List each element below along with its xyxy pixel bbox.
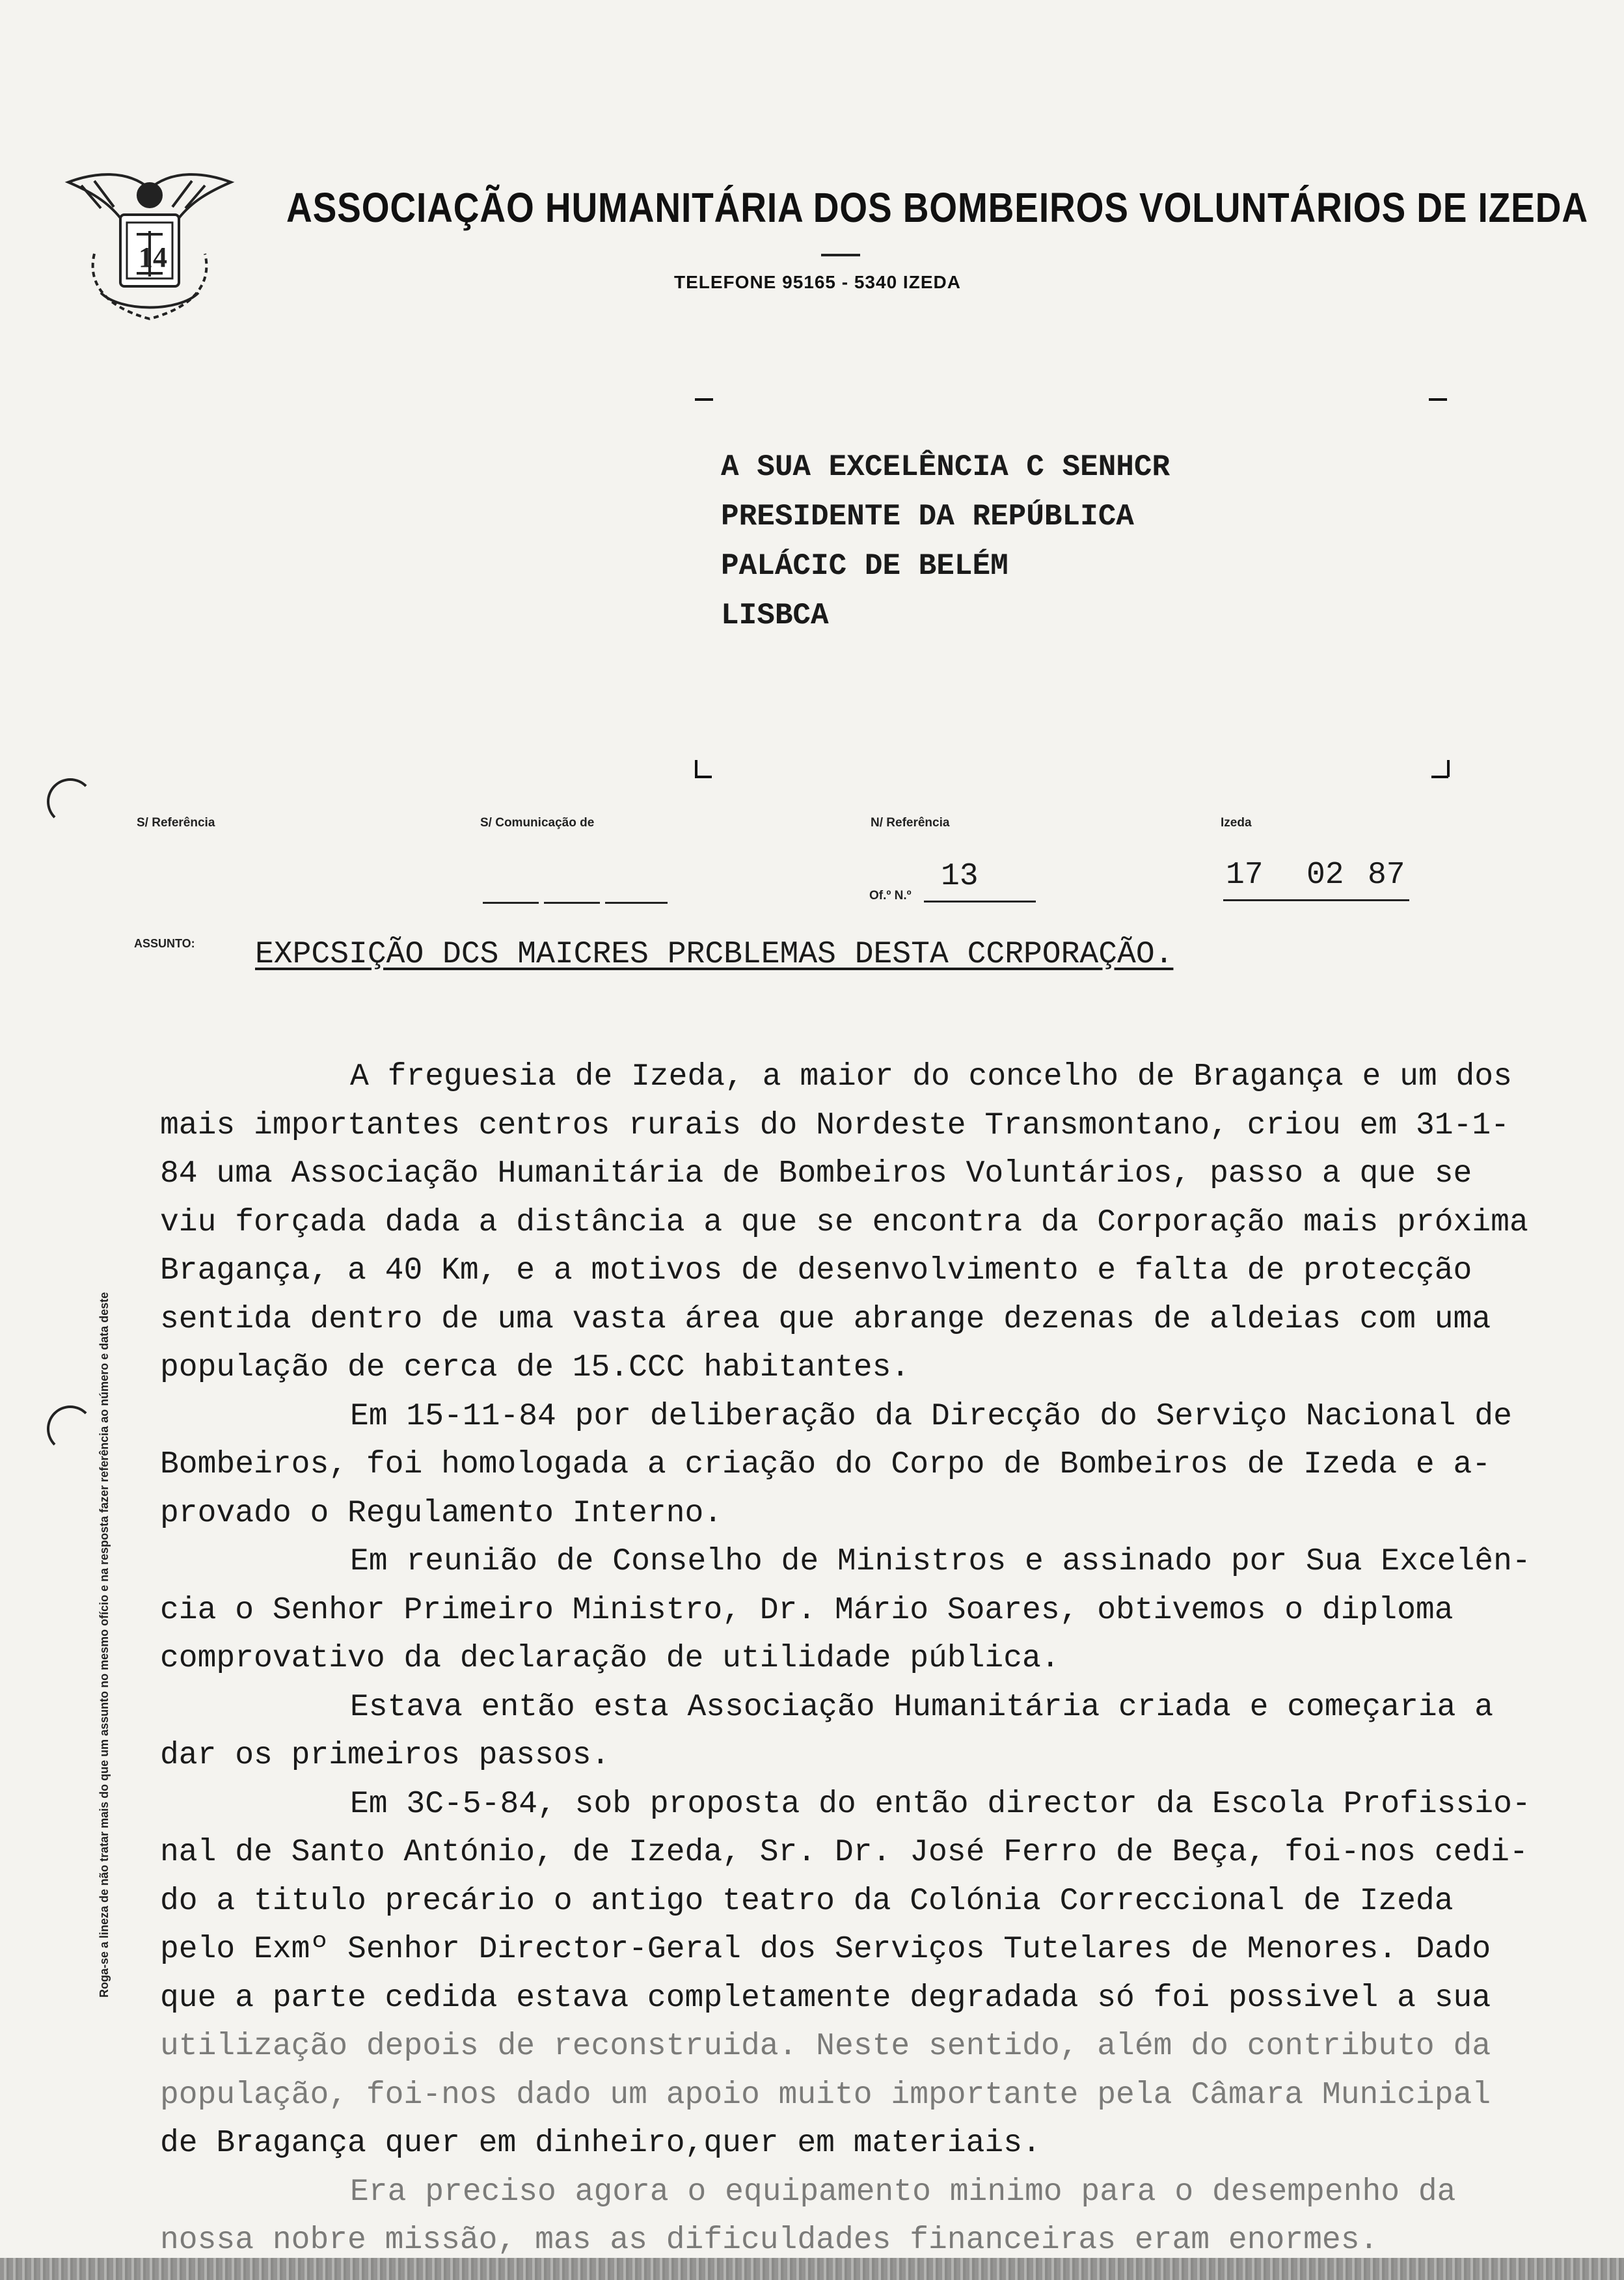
body-line: 84 uma Associação Humanitária de Bombeiros Voluntários, passo a que se: [160, 1156, 1472, 1191]
organization-phone: TELEFONE 95165 - 5340 IZEDA: [674, 272, 961, 292]
punch-hole-mark: [47, 778, 94, 825]
place-label: Izeda: [1221, 816, 1252, 830]
body-line: comprovativo da declaração de utilidade pública.: [160, 1641, 1060, 1676]
body-line: A freguesia de Izeda, a maior do concelho de Bragança e um dos: [350, 1059, 1512, 1094]
body-line: de Bragança quer em dinheiro,quer em materiais.: [160, 2126, 1041, 2161]
subject-text: EXPCSIÇÃO DCS MAICRES PRCBLEMAS DESTA CCRPORAÇÃO.: [255, 937, 1174, 972]
address-corner-bottom-left: [695, 760, 697, 777]
office-number: 13: [941, 859, 979, 894]
date-underline: [1223, 899, 1409, 901]
body-line: utilização depois de reconstruida. Neste sentido, além do contributo da: [160, 2029, 1491, 2064]
body-line: pelo Exmº Senhor Director-Geral dos Serviços Tutelares de Menores. Dado: [160, 1932, 1491, 1967]
letter-body: [160, 1053, 1585, 2265]
address-corner-bottom-right-foot: [1431, 776, 1448, 778]
body-line: sentida dentro de uma vasta área que abrange dezenas de aldeias com uma: [160, 1301, 1491, 1337]
fire-brigade-eagle-crest-icon: [55, 163, 244, 332]
communication-date-blank-day: [483, 902, 539, 904]
recipient-line: PALÁCIC DE BELÉM: [721, 549, 1008, 583]
body-line: dar os primeiros passos.: [160, 1738, 610, 1773]
body-line: viu forçada dada a distância a que se encontra da Corporação mais próxima: [160, 1204, 1528, 1240]
your-communication-label: S/ Comunicação de: [480, 816, 595, 830]
body-line: Bombeiros, foi homologada a criação do Corpo de Bombeiros de Izeda e a-: [160, 1447, 1491, 1482]
body-line: cia o Senhor Primeiro Ministro, Dr. Mário Soares, obtivemos o diploma: [160, 1592, 1454, 1628]
office-number-underline: [924, 901, 1036, 903]
body-line: população, foi-nos dado um apoio muito importante pela Câmara Municipal: [160, 2077, 1491, 2113]
date-day: 17: [1226, 858, 1264, 893]
your-reference-label: S/ Referência: [137, 816, 215, 830]
recipient-line: PRESIDENTE DA REPÚBLICA: [721, 500, 1134, 534]
office-number-prefix: Of.º N.º: [869, 889, 912, 903]
scan-edge-band: [0, 2258, 1624, 2280]
communication-date-blank-month: [544, 902, 600, 904]
body-line: Em reunião de Conselho de Ministros e assinado por Sua Excelên-: [350, 1544, 1531, 1579]
subject-label: ASSUNTO:: [134, 937, 195, 950]
date-month: 02: [1306, 858, 1344, 893]
body-line: Em 3C-5-84, sob proposta do então director da Escola Profissio-: [350, 1786, 1531, 1822]
body-line: que a parte cedida estava completamente degradada só foi possivel a sua: [160, 1980, 1491, 2016]
body-line: Bragança, a 40 Km, e a motivos de desenvolvimento e falta de protecção: [160, 1253, 1472, 1288]
margin-instruction-note: Roga-se a lineza de não tratar mais do que um assunto no mesmo ofício e na resposta fazer referência ao número e data deste: [98, 1292, 111, 1998]
address-corner-bottom-left-foot: [695, 776, 712, 778]
body-line: nal de Santo António, de Izeda, Sr. Dr. José Ferro de Beça, foi-nos cedi-: [160, 1835, 1528, 1870]
address-corner-top-right: [1429, 398, 1447, 401]
our-reference-label: N/ Referência: [871, 816, 950, 830]
body-line: nossa nobre missão, mas as dificuldades financeiras eram enormes.: [160, 2223, 1379, 2258]
body-line: Estava então esta Associação Humanitária criada e começaria a: [350, 1689, 1494, 1725]
recipient-line: LISBCA: [721, 599, 829, 632]
body-line: população de cerca de 15.CCC habitantes.: [160, 1350, 910, 1385]
body-line: Em 15-11-84 por deliberação da Direcção do Serviço Nacional de: [350, 1398, 1512, 1434]
communication-date-blank-year: [605, 902, 668, 904]
date-year: 87: [1368, 858, 1405, 893]
organization-name: ASSOCIAÇÃO HUMANITÁRIA DOS BOMBEIROS VOLUNTÁRIOS DE IZEDA: [286, 184, 1588, 231]
body-line: do a titulo precário o antigo teatro da Colónia Correccional de Izeda: [160, 1883, 1454, 1919]
body-line: mais importantes centros rurais do Nordeste Transmontano, criou em 31-1-: [160, 1107, 1509, 1143]
address-corner-top-left: [695, 398, 713, 401]
body-line: provado o Regulamento Interno.: [160, 1495, 723, 1531]
body-line: Era preciso agora o equipamento minimo para o desempenho da: [350, 2174, 1456, 2210]
punch-hole-mark: [47, 1405, 94, 1452]
address-corner-bottom-right: [1447, 760, 1450, 777]
recipient-line: A SUA EXCELÊNCIA C SENHCR: [721, 450, 1171, 484]
svg-text:14: 14: [139, 241, 167, 273]
letterhead-divider: [821, 254, 860, 256]
recipient-address: [721, 442, 1170, 640]
